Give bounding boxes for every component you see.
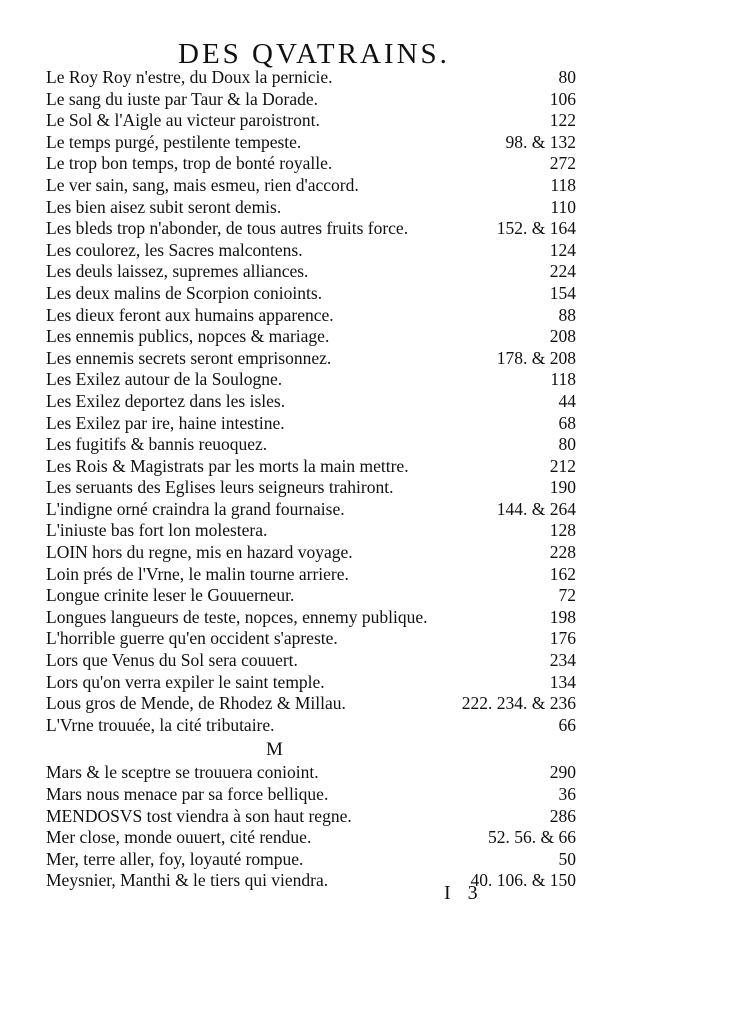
entry-reference: 72 bbox=[558, 585, 576, 606]
index-entry bbox=[46, 67, 576, 89]
index-entry bbox=[46, 434, 576, 456]
entry-text: LOIN hors du regne, mis en hazard voyage. bbox=[46, 542, 353, 563]
entry-reference: 134 bbox=[549, 671, 576, 692]
entry-text: MENDOSVS tost viendra à son haut regne. bbox=[46, 805, 352, 826]
index-entry bbox=[46, 564, 576, 586]
index-entry bbox=[46, 870, 576, 892]
entry-reference: 50 bbox=[558, 848, 576, 869]
entry-reference: 212 bbox=[549, 455, 576, 476]
entry-reference: 178. & 208 bbox=[496, 347, 576, 368]
index-entry bbox=[46, 326, 576, 348]
entry-reference: 80 bbox=[558, 434, 576, 455]
index-entry bbox=[46, 218, 576, 240]
entry-reference: 110 bbox=[550, 196, 576, 217]
entry-reference: 286 bbox=[549, 805, 576, 826]
index-entry bbox=[46, 672, 576, 694]
entry-reference: 44 bbox=[558, 390, 576, 411]
index-entry bbox=[46, 849, 576, 871]
entry-reference: 154 bbox=[549, 282, 576, 303]
entry-text: Loin prés de l'Vrne, le malin tourne arriere. bbox=[46, 563, 349, 584]
entry-text: Mars nous menace par sa force bellique. bbox=[46, 784, 329, 804]
entry-text: L'iniuste bas fort lon molestera. bbox=[46, 520, 268, 541]
index-entry bbox=[46, 391, 576, 413]
entry-reference: 98. & 132 bbox=[505, 131, 576, 152]
index-entry bbox=[46, 110, 576, 132]
index-entry bbox=[46, 628, 576, 650]
entry-reference: 234 bbox=[549, 650, 576, 671]
entry-reference: 106 bbox=[549, 88, 576, 109]
entry-reference: 224 bbox=[549, 261, 576, 282]
entry-text: Les Exilez par ire, haine intestine. bbox=[46, 412, 285, 433]
entry-text: L'Vrne trouuée, la cité tributaire. bbox=[46, 714, 275, 735]
entry-text: Les dieux feront aux humains apparence. bbox=[46, 304, 334, 325]
index-entry bbox=[46, 240, 576, 262]
entry-reference: 190 bbox=[549, 477, 576, 498]
index-entry bbox=[46, 413, 576, 435]
index-entry bbox=[46, 456, 576, 478]
index-entry bbox=[46, 477, 576, 499]
entry-text: Mer close, monde ouuert, cité rendue. bbox=[46, 827, 312, 848]
index-entry bbox=[46, 585, 576, 607]
entry-reference: 208 bbox=[549, 326, 576, 347]
entry-reference: 272 bbox=[549, 153, 576, 174]
entry-reference: 52. 56. & 66 bbox=[488, 827, 576, 848]
index-entry bbox=[46, 369, 576, 391]
index-entry bbox=[46, 305, 576, 327]
entry-text: L'indigne orné craindra la grand fournaise. bbox=[46, 498, 345, 519]
entry-reference: 66 bbox=[558, 714, 576, 735]
entry-reference: 144. & 264 bbox=[496, 498, 576, 519]
index-entry bbox=[46, 542, 576, 564]
index-entry bbox=[46, 762, 576, 784]
entry-reference: 290 bbox=[549, 762, 576, 783]
index-entries bbox=[46, 67, 576, 892]
entry-text: Les bleds trop n'abonder, de tous autres fruits force. bbox=[46, 218, 409, 239]
entries-list-m bbox=[46, 762, 576, 892]
index-entry bbox=[46, 348, 576, 370]
entry-reference: 176 bbox=[549, 628, 576, 649]
entry-text: Longue crinite leser le Gouuerneur. bbox=[46, 585, 295, 606]
entry-reference: 222. 234. & 236 bbox=[461, 693, 576, 714]
index-entry bbox=[46, 197, 576, 219]
entry-text: Meysnier, Manthi & le tiers qui viendra. bbox=[46, 870, 329, 891]
entry-text: Les deuls laissez, supremes alliances. bbox=[46, 261, 309, 282]
index-entry bbox=[46, 693, 576, 715]
entry-text: Les ennemis secrets seront emprisonnez. bbox=[46, 347, 332, 368]
index-entry bbox=[46, 132, 576, 154]
index-entry bbox=[46, 784, 576, 806]
index-entry bbox=[46, 499, 576, 521]
entry-text: Les seruants des Eglises leurs seigneurs trahiront. bbox=[46, 477, 394, 498]
entry-text: Les coulorez, les Sacres malcontens. bbox=[46, 239, 303, 260]
index-entry bbox=[46, 607, 576, 629]
section-letter-text: M bbox=[266, 739, 283, 761]
index-entry bbox=[46, 827, 576, 849]
entry-text: Le ver sain, sang, mais esmeu, rien d'accord. bbox=[46, 174, 359, 195]
entry-reference: 40. 106. & 150 bbox=[470, 870, 576, 891]
entry-text: Le sang du iuste par Taur & la Dorade. bbox=[46, 88, 319, 109]
entry-reference: 122 bbox=[549, 110, 576, 131]
entry-reference: 118 bbox=[550, 174, 576, 195]
entry-reference: 152. & 164 bbox=[496, 218, 576, 239]
signature-mark: I 3 bbox=[444, 882, 484, 904]
index-entry bbox=[46, 89, 576, 111]
index-entry bbox=[46, 175, 576, 197]
entry-text: Les deux malins de Scorpion conioints. bbox=[46, 282, 323, 303]
entry-reference: 198 bbox=[549, 606, 576, 627]
entry-text: Lous gros de Mende, de Rhodez & Millau. bbox=[46, 693, 346, 714]
running-header: DES QVATRAINS. bbox=[178, 38, 450, 70]
entry-text: L'horrible guerre qu'en occident s'apreste. bbox=[46, 628, 338, 649]
index-entry bbox=[46, 715, 576, 737]
entry-reference: 124 bbox=[549, 239, 576, 260]
entry-text: Le Roy Roy n'estre, du Doux la pernicie. bbox=[46, 67, 333, 87]
index-entry bbox=[46, 650, 576, 672]
entry-reference: 68 bbox=[558, 412, 576, 433]
index-entry bbox=[46, 520, 576, 542]
entry-reference: 228 bbox=[549, 542, 576, 563]
index-entry bbox=[46, 153, 576, 175]
entry-text: Le temps purgé, pestilente tempeste. bbox=[46, 131, 302, 152]
entries-list-l bbox=[46, 67, 576, 736]
entry-text: Le Sol & l'Aigle au victeur paroistront. bbox=[46, 110, 320, 131]
entry-text: Les ennemis publics, nopces & mariage. bbox=[46, 326, 330, 347]
entry-text: Les Exilez autour de la Soulogne. bbox=[46, 369, 283, 390]
entry-text: Les bien aisez subit seront demis. bbox=[46, 196, 282, 217]
entry-reference: 128 bbox=[549, 520, 576, 541]
entry-text: Longues langueurs de teste, nopces, ennemy publique. bbox=[46, 606, 428, 627]
index-entry bbox=[46, 806, 576, 828]
entry-reference: 118 bbox=[550, 369, 576, 390]
entry-reference: 80 bbox=[558, 67, 576, 87]
entry-text: Mars & le sceptre se trouuera conioint. bbox=[46, 762, 319, 783]
index-entry bbox=[46, 261, 576, 283]
section-letter bbox=[46, 736, 576, 762]
entry-text: Les Exilez deportez dans les isles. bbox=[46, 390, 286, 411]
entry-text: Les Rois & Magistrats par les morts la main mettre. bbox=[46, 455, 409, 476]
entry-reference: 88 bbox=[558, 304, 576, 325]
entry-text: Les fugitifs & bannis reuoquez. bbox=[46, 434, 268, 455]
entry-reference: 162 bbox=[549, 563, 576, 584]
index-entry bbox=[46, 283, 576, 305]
entry-text: Lors qu'on verra expiler le saint temple. bbox=[46, 671, 325, 692]
entry-text: Lors que Venus du Sol sera couuert. bbox=[46, 650, 298, 671]
entry-text: Le trop bon temps, trop de bonté royalle. bbox=[46, 153, 333, 174]
entry-text: Mer, terre aller, foy, loyauté rompue. bbox=[46, 848, 304, 869]
entry-reference: 36 bbox=[558, 784, 576, 804]
